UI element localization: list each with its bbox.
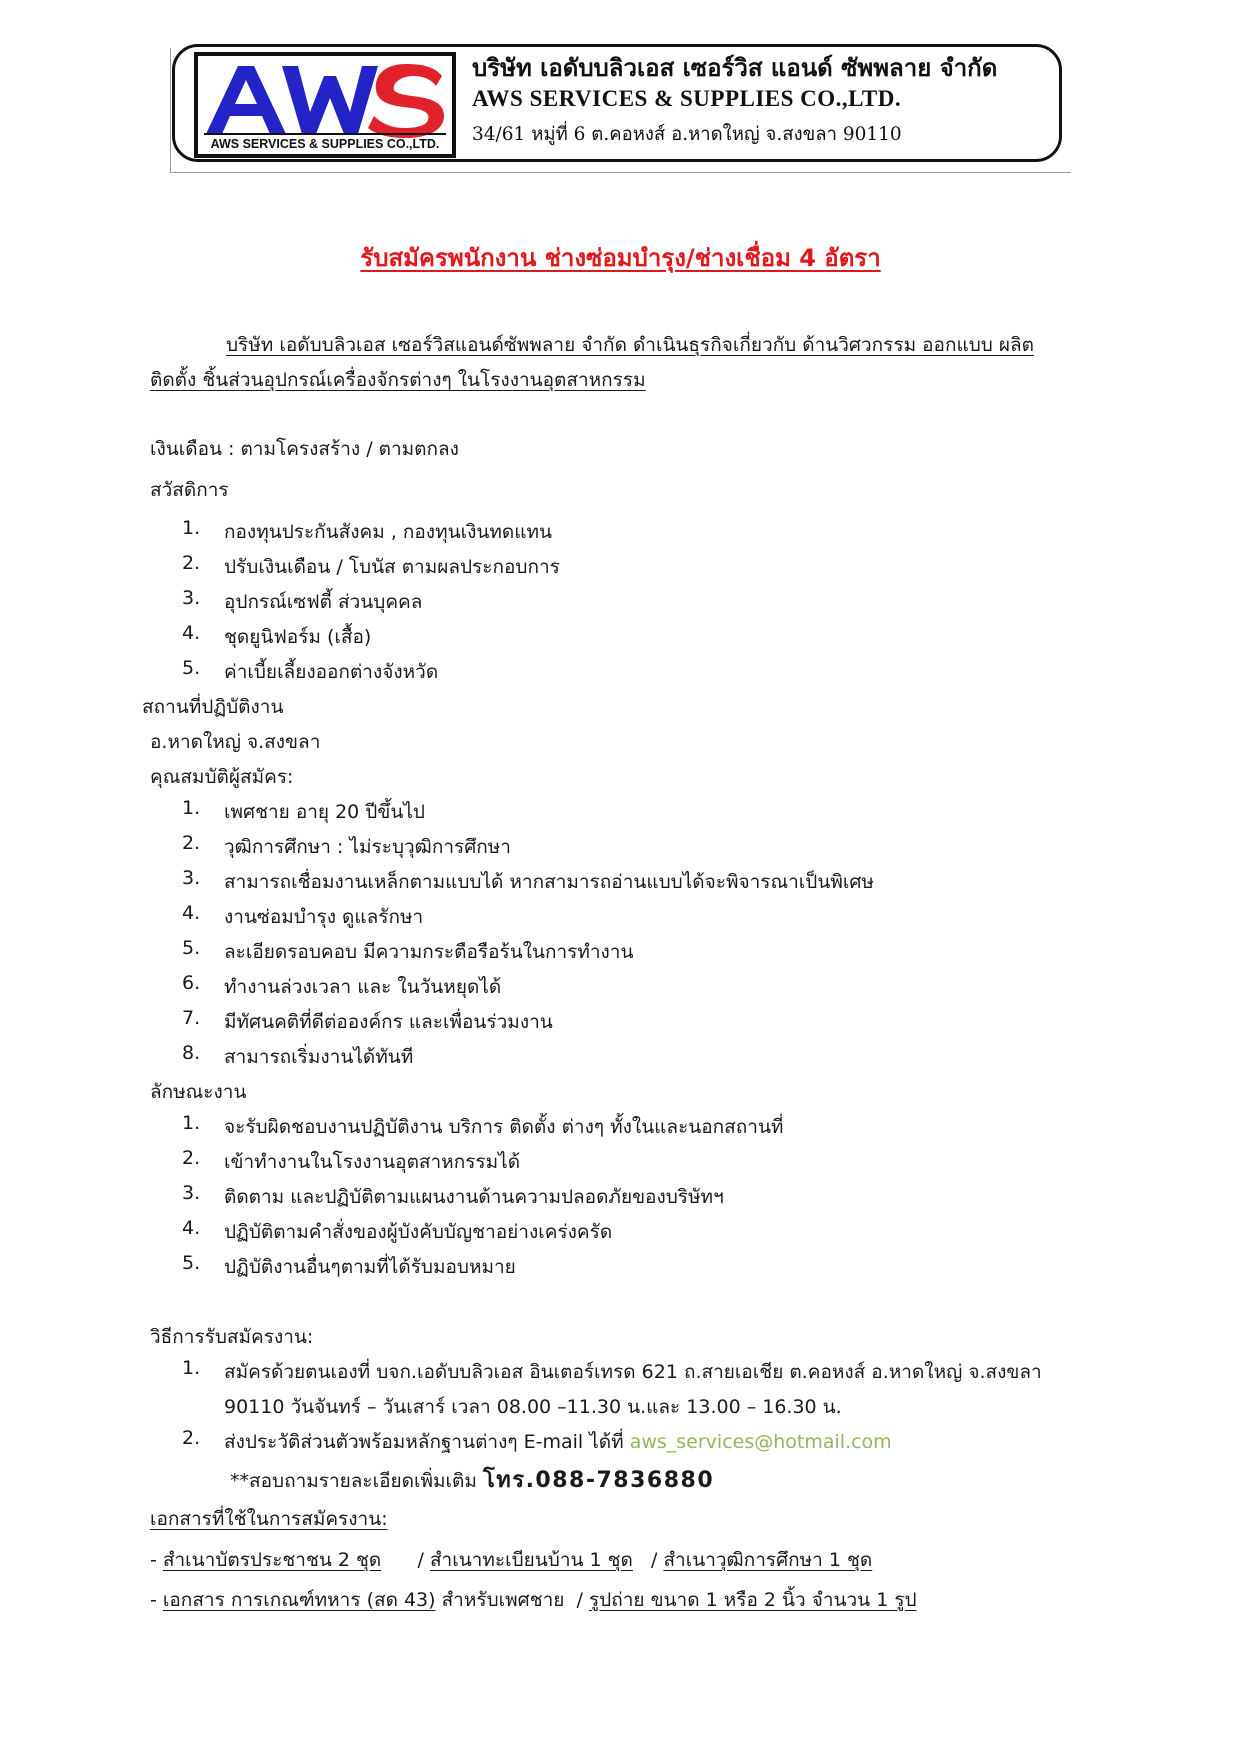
phone-number: โทร.088-7836880	[482, 1468, 715, 1493]
page-title	[0, 238, 1241, 277]
doc-education-certificate: สำเนาวุฒิการศึกษา 1 ชุด	[663, 1549, 873, 1571]
documents-row-1: - สำเนาบัตรประชาชน 2 ชุด / สำเนาทะเบียนบ้าน 1 ชุด / สำเนาวุฒิการศึกษา 1 ชุด	[150, 1549, 873, 1571]
apply-heading: วิธีการรับสมัครงาน:	[150, 1326, 314, 1348]
company-name-english: AWS SERVICES & SUPPLIES CO.,LTD.	[472, 86, 902, 111]
company-name-thai: บริษัท เอดับบลิวเอส เซอร์วิส แอนด์ ซัพพลาย จำกัด	[472, 53, 998, 82]
qualifications-heading: คุณสมบัติผู้สมัคร:	[150, 766, 294, 788]
contact-line	[230, 1462, 714, 1497]
doc-id-card: สำเนาบัตรประชาชน 2 ชุด	[162, 1549, 382, 1571]
company-logo	[194, 52, 456, 158]
logo-caption: AWS SERVICES & SUPPLIES CO.,LTD.	[204, 133, 446, 151]
company-address: 34/61 หมู่ที่ 6 ต.คอหงส์ อ.หาดใหญ่ จ.สงขลา 90110	[472, 124, 902, 145]
doc-photo: รูปถ่าย ขนาด 1 หรือ 2 นิ้ว จำนวน 1 รูป	[588, 1589, 917, 1611]
intro-line-1: บริษัท เอดับบลิวเอส เซอร์วิสแอนด์ซัพพลาย จำกัด ดำเนินธุรกิจเกี่ยวกับ ด้านวิศวกรรม ออกแบบ ผลิต	[226, 334, 1034, 356]
email-link[interactable]: aws_services@hotmail.com	[629, 1431, 892, 1453]
salary-line: เงินเดือน : ตามโครงสร้าง / ตามตกลง	[150, 438, 459, 460]
doc-house-registration: สำเนาทะเบียนบ้าน 1 ชุด	[429, 1549, 633, 1571]
intro-paragraph	[150, 328, 1060, 398]
documents-row-2: - เอกสาร การเกณฑ์ทหาร (สด 43) สำหรับเพศชาย / รูปถ่าย ขนาด 1 หรือ 2 นิ้ว จำนวน 1 รูป	[150, 1589, 917, 1611]
doc-military-note: สำหรับเพศชาย	[435, 1589, 565, 1611]
doc-military-record: เอกสาร การเกณฑ์ทหาร (สด 43)	[162, 1589, 436, 1611]
apply-item-1-continued: 90110 วันจันทร์ – วันเสาร์ เวลา 08.00 –11.30 น.และ 13.00 – 16.30 น.	[224, 1396, 842, 1418]
intro-line-2: ติดตั้ง ชิ้นส่วนอุปกรณ์เครื่องจักรต่างๆ ในโรงงานอุตสาหกรรม	[150, 369, 646, 391]
contact-prefix: **สอบถามรายละเอียดเพิ่มเติม	[230, 1470, 483, 1492]
benefits-heading: สวัสดิการ	[150, 479, 229, 501]
company-header	[170, 42, 1070, 168]
apply-item-2-text: ส่งประวัติส่วนตัวพร้อมหลักฐานต่างๆ E-mail ได้ที่	[224, 1431, 630, 1453]
job-description-heading: ลักษณะงาน	[150, 1081, 247, 1103]
workplace-heading: สถานที่ปฏิบัติงาน	[142, 696, 284, 718]
documents-heading: เอกสารที่ใช้ในการสมัครงาน:	[150, 1508, 388, 1530]
page-title-text: รับสมัครพนักงาน ช่างซ่อมบำรุง/ช่างเชื่อม 4 อัตรา	[360, 244, 881, 272]
workplace-value: อ.หาดใหญ่ จ.สงขลา	[150, 731, 321, 753]
